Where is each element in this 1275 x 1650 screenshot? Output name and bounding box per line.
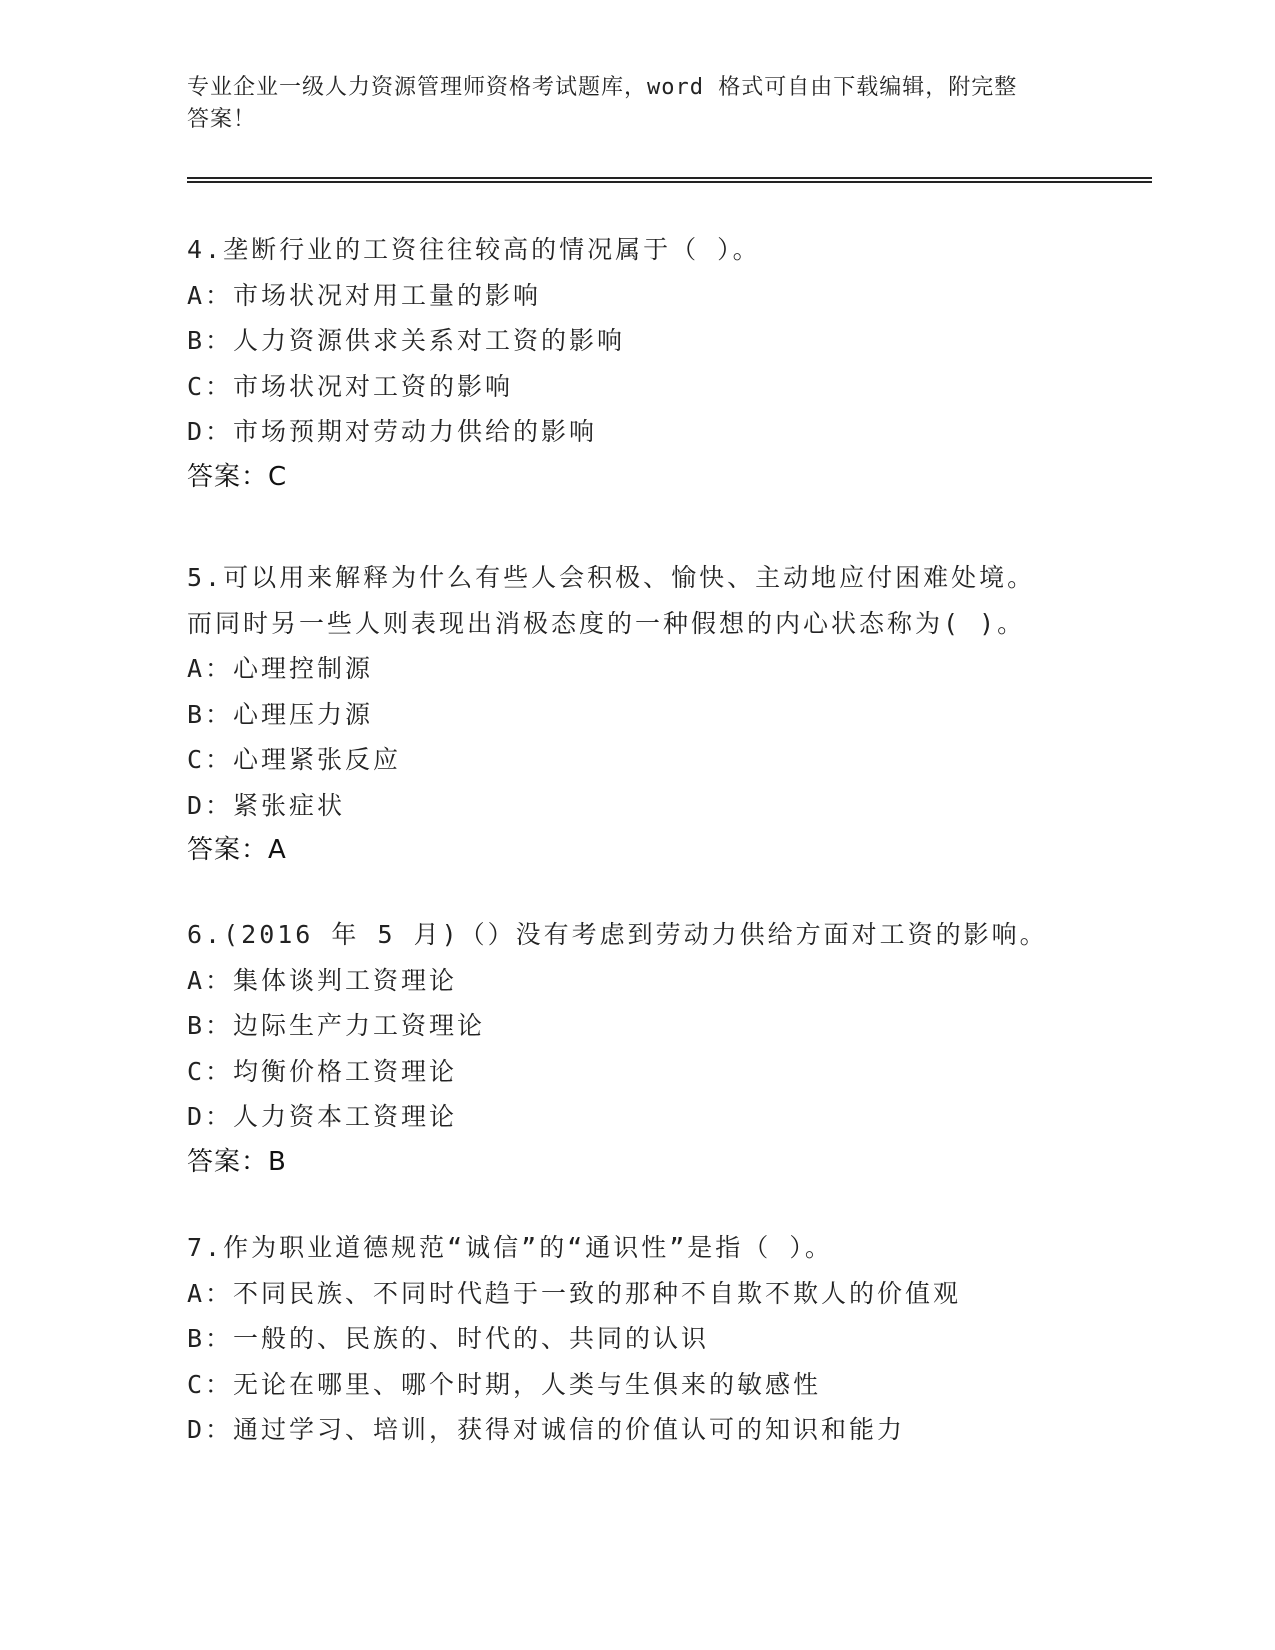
question-stem: 6.(2016 年 5 月)（）没有考虑到劳动力供给方面对工资的影响。	[187, 920, 1048, 949]
option-d: D：市场预期对劳动力供给的影响	[187, 417, 598, 446]
option-d: D：紧张症状	[187, 790, 346, 820]
question-6	[187, 912, 1087, 1185]
question-stem-continued: 而同时另一些人则表现出消极态度的一种假想的内心状态称为( )。	[187, 608, 1026, 638]
option-a: A：集体谈判工资理论	[187, 965, 458, 995]
header-line-2: 答案！	[187, 107, 257, 132]
option-c: C：心理紧张反应	[187, 745, 402, 774]
question-4	[187, 227, 1087, 500]
question-stem: 4.垄断行业的工资往往较高的情况属于（ ）。	[187, 235, 761, 264]
question-7	[187, 1225, 1087, 1453]
option-b: B：边际生产力工资理论	[187, 1011, 486, 1040]
option-b: B：人力资源供求关系对工资的影响	[187, 326, 626, 355]
option-a: A：市场状况对用工量的影响	[187, 280, 542, 310]
option-b: B：心理压力源	[187, 699, 374, 729]
question-stem: 7.作为职业道德规范“诚信”的“通识性”是指（ ）。	[187, 1233, 833, 1262]
answer-label: 答案：A	[187, 835, 287, 865]
option-c: C：均衡价格工资理论	[187, 1056, 458, 1086]
header-divider-top	[187, 177, 1152, 179]
answer-label: 答案：B	[187, 1146, 287, 1177]
document-header	[187, 72, 1077, 136]
answer-label: 答案：C	[187, 461, 288, 492]
option-d: D：人力资本工资理论	[187, 1102, 458, 1131]
option-b: B：一般的、民族的、时代的、共同的认识	[187, 1324, 710, 1353]
option-a: A：不同民族、不同时代趋于一致的那种不自欺不欺人的价值观	[187, 1278, 962, 1308]
option-c: C：市场状况对工资的影响	[187, 371, 514, 401]
question-stem: 5.可以用来解释为什么有些人会积极、愉快、主动地应付困难处境。	[187, 563, 1036, 592]
option-a: A：心理控制源	[187, 654, 374, 683]
option-c: C：无论在哪里、哪个时期，人类与生俱来的敏感性	[187, 1369, 822, 1399]
option-d: D：通过学习、培训，获得对诚信的价值认可的知识和能力	[187, 1415, 906, 1444]
question-5	[187, 555, 1087, 874]
header-line-1: 专业企业一级人力资源管理师资格考试题库，word 格式可自由下载编辑，附完整	[187, 75, 1018, 100]
header-divider-bottom	[187, 181, 1152, 183]
